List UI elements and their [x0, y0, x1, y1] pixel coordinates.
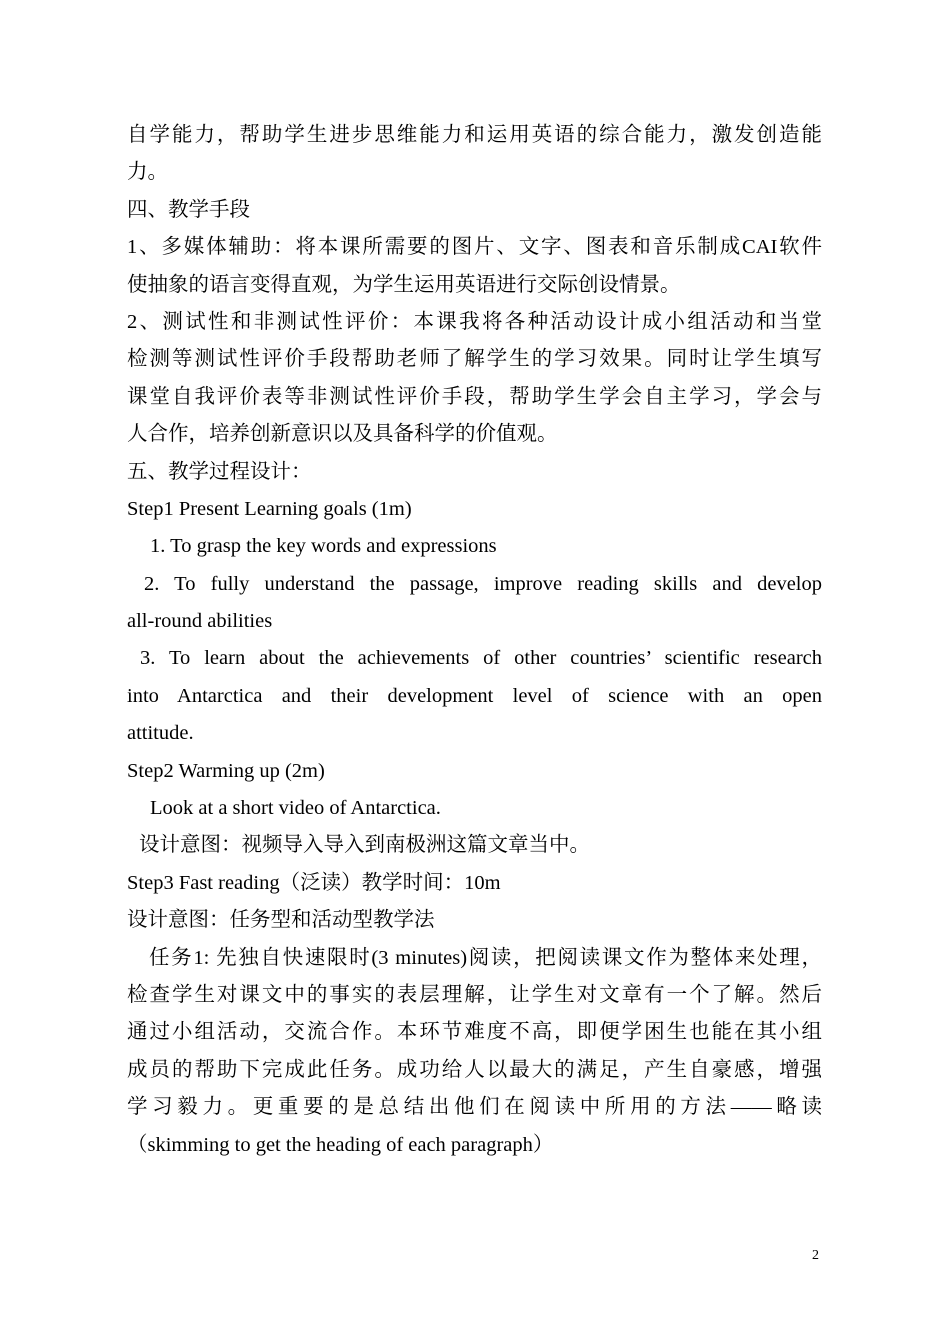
- page-body: [127, 117, 822, 1164]
- body-text-line: 2、测试性和非测试性评价：本课我将各种活动设计成小组活动和当堂: [127, 310, 822, 333]
- goal-item: 3. To learn about the achievements of other countries’ scientific research: [140, 647, 822, 670]
- body-text-line: 检测等测试性评价手段帮助老师了解学生的学习效果。同时让学生填写: [127, 348, 822, 371]
- goal-item: 2. To fully understand the passage, improve reading skills and develop: [144, 572, 822, 595]
- body-text-line: 任务1: 先独自快速限时(3 minutes)阅读，把阅读课文作为整体来处理，: [149, 946, 822, 969]
- step-heading: Step2 Warming up (2m): [127, 759, 325, 782]
- body-text-line: 使抽象的语言变得直观，为学生运用英语进行交际创设情景。: [127, 273, 681, 296]
- body-text-line: 力。: [127, 161, 168, 184]
- body-text-line: 自学能力，帮助学生进步思维能力和运用英语的综合能力，激发创造能: [127, 124, 822, 146]
- body-text-line: 设计意图：任务型和活动型教学法: [127, 909, 435, 932]
- step-heading: Step3 Fast reading（泛读）教学时间：10m: [127, 871, 501, 894]
- body-text-line: 学习毅力。更重要的是总结出他们在阅读中所用的方法——略读: [127, 1096, 822, 1119]
- page-number: 2: [812, 1248, 819, 1263]
- section-heading: 五、教学过程设计：: [127, 460, 312, 483]
- body-text-line: 设计意图：视频导入导入到南极洲这篇文章当中。: [139, 834, 590, 857]
- step-heading: Step1 Present Learning goals (1m): [127, 497, 412, 520]
- body-text-line: into Antarctica and their development level of science with an open: [127, 684, 822, 707]
- body-text-line: 人合作，培养创新意识以及具备科学的价值观。: [127, 423, 558, 446]
- body-text-line: （skimming to get the heading of each paragraph）: [127, 1133, 554, 1156]
- body-text-line: 成员的帮助下完成此任务。成功给人以最大的满足，产生自豪感，增强: [127, 1058, 822, 1081]
- body-text-line: Look at a short video of Antarctica.: [150, 797, 441, 820]
- body-text-line: all-round abilities: [127, 610, 273, 633]
- body-text-line: 通过小组活动，交流合作。本环节难度不高，即便学困生也能在其小组: [127, 1021, 822, 1044]
- section-heading: 四、教学手段: [127, 198, 250, 221]
- body-text-line: 检查学生对课文中的事实的表层理解，让学生对文章有一个了解。然后: [127, 983, 822, 1006]
- body-text-line: 1、多媒体辅助：将本课所需要的图片、文字、图表和音乐制成CAI软件: [127, 236, 822, 259]
- goal-item: 1. To grasp the key words and expressions: [150, 535, 497, 558]
- body-text-line: 课堂自我评价表等非测试性评价手段，帮助学生学会自主学习，学会与: [127, 385, 822, 408]
- body-text-line: attitude.: [127, 722, 194, 745]
